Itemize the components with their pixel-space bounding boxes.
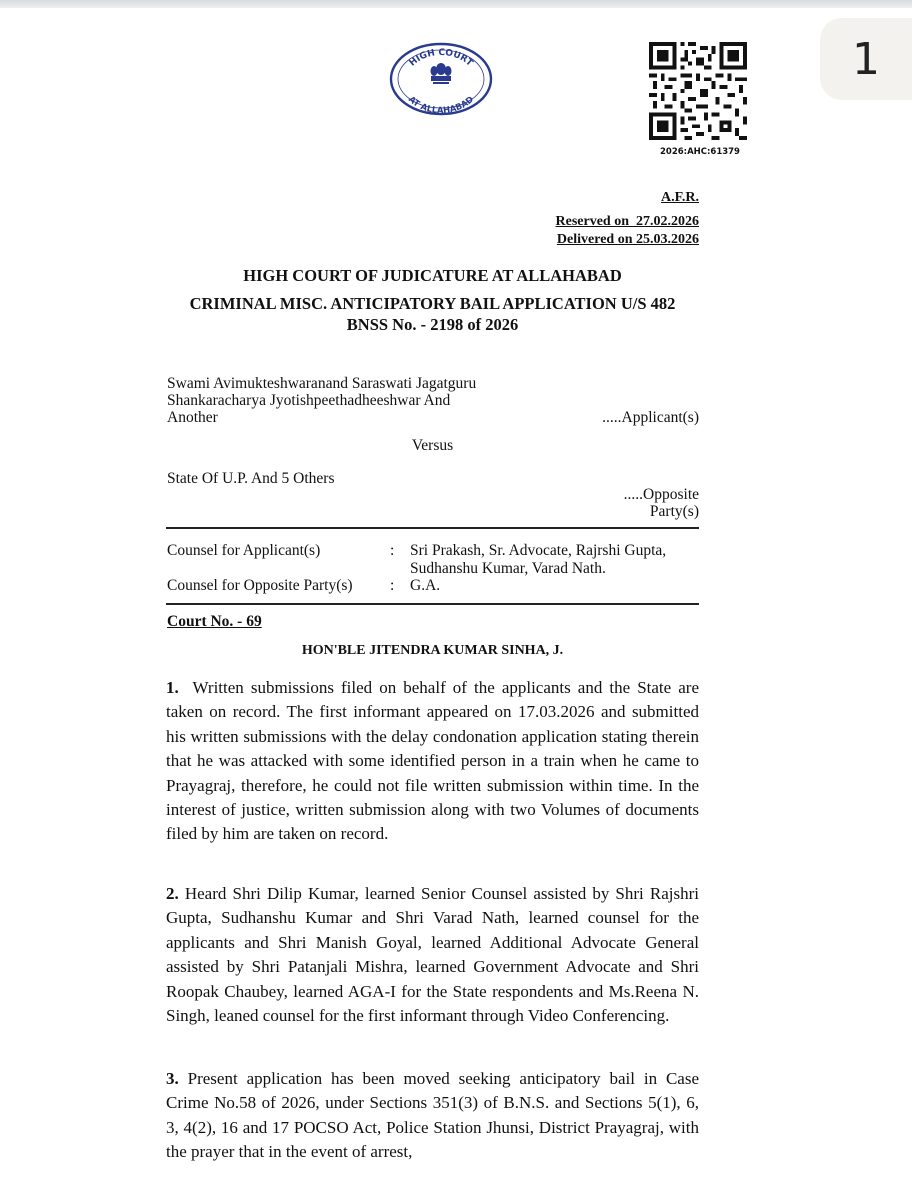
viewer-top-bar xyxy=(0,0,912,8)
page-number: 1 xyxy=(852,33,880,85)
court-number: Court No. - 69 xyxy=(167,613,262,630)
page-number-badge xyxy=(820,18,912,100)
divider-top xyxy=(166,527,699,529)
judge-name: HON'BLE JITENDRA KUMAR SINHA, J. xyxy=(301,643,564,658)
counsel-separator: : xyxy=(390,542,395,559)
case-title-line1: CRIMINAL MISC. ANTICIPATORY BAIL APPLICATION U/S 482 xyxy=(189,294,676,313)
delivered-date: Delivered on 25.03.2026 xyxy=(556,232,699,247)
paragraph-text: Heard Shri Dilip Kumar, learned Senior Counsel assisted by Shri Rajshri Gupta, Sudhanshu Kumar and Shri Varad Nath, learned counsel for the applicants and Shri Manish Goyal, learned Additional Advocate General assisted by Shri Patanjali Mishra, learned Government Advocate and Shri Roopak Chaubey, learned AGA-I for the State respondents and Ms.Reena N. Singh, leaned counsel for the first informant through Video Conferencing. xyxy=(166,884,699,1026)
opposite-role-line1: .....Opposite xyxy=(623,486,699,503)
qr-code xyxy=(649,42,747,140)
counsel-opposite-value: G.A. xyxy=(410,577,441,594)
afr-label: A.F.R. xyxy=(661,190,699,205)
paragraph-number: 3. xyxy=(166,1069,179,1088)
applicant-name-line1: Swami Avimukteshwaranand Saraswati Jagatguru xyxy=(167,375,477,392)
counsel-opposite-label: Counsel for Opposite Party(s) xyxy=(167,577,353,594)
paragraph-number: 1. xyxy=(166,678,179,697)
applicant-name-line2: Shankaracharya Jyotishpeethadheeshwar And xyxy=(167,392,451,409)
paragraph-number: 2. xyxy=(166,884,179,903)
qr-caption: 2026:AHC:61379 xyxy=(660,147,740,157)
opposite-party-name: State Of U.P. And 5 Others xyxy=(167,470,335,487)
seal-bottom-text: AT ALLAHABAD xyxy=(406,94,476,116)
paragraph-text: Written submissions filed on behalf of the applicants and the State are taken on record. The first informant appeared on 17.03.2026 and submitted his written submissions with the delay condonation application stating therein that he was attacked with some identified person in a train when he came to Prayagraj, therefore, he could not file written submission within time. In the interest of justice, written submission along with two Volumes of documents filed by him are taken on record. xyxy=(166,678,699,844)
divider-bottom xyxy=(166,603,699,605)
applicant-role: .....Applicant(s) xyxy=(602,409,699,426)
high-court-seal-logo xyxy=(386,42,496,116)
applicant-name-line3: Another xyxy=(167,409,218,426)
versus-label: Versus xyxy=(411,437,454,454)
reserved-date: Reserved on 27.02.2026 xyxy=(555,214,699,229)
paragraph-1 xyxy=(166,676,699,847)
svg-text:AT ALLAHABAD xyxy=(406,95,476,116)
counsel-applicant-value-line1: Sri Prakash, Sr. Advocate, Rajrshi Gupta, xyxy=(410,542,667,559)
counsel-applicant-value xyxy=(410,542,700,578)
seal-top-text: HIGH COURT xyxy=(407,47,475,69)
paragraph-text: Present application has been moved seeking anticipatory bail in Case Crime No.58 of 2026, under Sections 351(3) of B.N.S. and Sections 5(1), 6, 3, 4(2), 16 and 17 POCSO Act, Police Station Jhunsi, District Prayagraj, with the prayer that in the event of arrest, xyxy=(166,1069,700,1162)
paragraph-2 xyxy=(166,882,699,1028)
opposite-role-line2: Party(s) xyxy=(649,503,699,520)
case-title-line2: BNSS No. - 2198 of 2026 xyxy=(346,315,519,334)
emblem-icon xyxy=(431,63,452,84)
counsel-separator: : xyxy=(390,577,395,594)
paragraph-3 xyxy=(166,1067,699,1165)
counsel-applicant-value-line2: Sudhanshu Kumar, Varad Nath. xyxy=(410,560,606,577)
counsel-applicant-label: Counsel for Applicant(s) xyxy=(167,542,321,559)
court-name-heading: HIGH COURT OF JUDICATURE AT ALLAHABAD xyxy=(243,266,622,285)
